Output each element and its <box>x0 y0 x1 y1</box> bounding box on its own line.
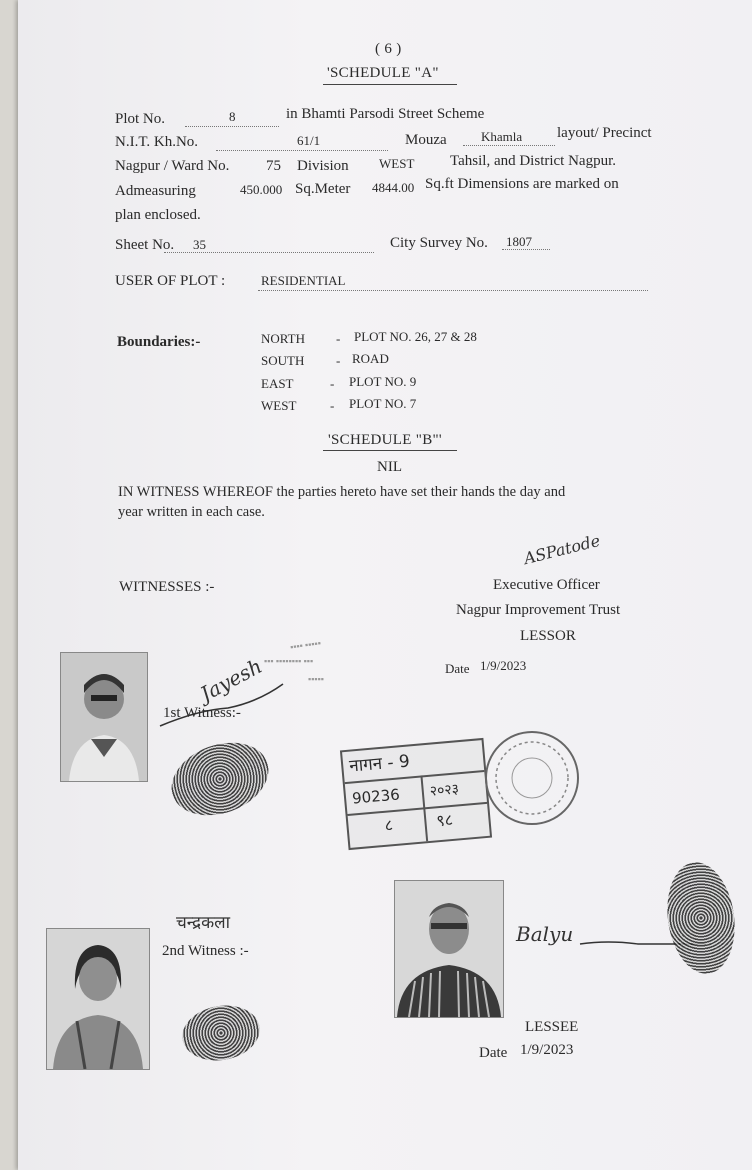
schedule-b-value: NIL <box>377 459 402 475</box>
scheme-text: in Bhamti Parsodi Street Scheme <box>286 106 485 122</box>
plot-no-value: 8 <box>229 109 236 124</box>
boundary-direction: SOUTH <box>261 353 305 368</box>
lessor-date-label: Date <box>445 661 470 676</box>
layout-label: layout/ Precinct <box>557 125 652 141</box>
schedule-b-title: 'SCHEDULE "B"' <box>328 432 442 448</box>
mouza-label: Mouza <box>405 132 447 148</box>
ward-label: Nagpur / Ward No. <box>115 158 230 174</box>
lessee-role: LESSEE <box>525 1019 579 1035</box>
boundary-direction: WEST <box>261 398 297 413</box>
division-label: Division <box>297 158 349 174</box>
lessee-date-label: Date <box>479 1045 508 1061</box>
area-sqm-value: 450.000 <box>240 182 283 197</box>
faint-stamp-mark: ▪▪▪ ▪▪▪▪▪▪▪▪ ▪▪▪ <box>264 656 314 666</box>
survey-label: City Survey No. <box>390 235 488 251</box>
boundary-direction: EAST <box>261 376 294 391</box>
ward-value: 75 <box>266 158 281 174</box>
survey-value: 1807 <box>506 234 532 249</box>
person-icon <box>61 653 147 781</box>
user-label: USER OF PLOT : <box>115 273 226 289</box>
schedule-a-underline <box>323 84 457 85</box>
round-seal-icon <box>482 722 582 834</box>
user-value: RESIDENTIAL <box>261 273 346 288</box>
lessor-role: LESSOR <box>520 628 576 644</box>
plot-no-label: Plot No. <box>115 111 166 127</box>
tahsil-text: Tahsil, and District Nagpur. <box>450 153 617 169</box>
sqm-label: Sq.Meter <box>295 181 351 197</box>
admeasuring-label: Admeasuring <box>115 183 196 199</box>
boundary-dash: - <box>330 376 335 391</box>
first-witness-thumbprint <box>161 730 278 828</box>
witness-paragraph-line1: IN WITNESS WHEREOF the parties hereto have set their hands the day and <box>118 484 566 500</box>
user-line <box>258 290 648 291</box>
witnesses-label: WITNESSES :- <box>119 579 215 595</box>
faint-stamp-mark: ▪▪▪▪ ▪▪▪▪▪ <box>289 637 322 653</box>
boundary-value: PLOT NO. 9 <box>349 374 417 389</box>
kh-value: 61/1 <box>297 133 321 148</box>
kh-label: N.I.T. Kh.No. <box>115 134 199 150</box>
lessor-signature: ASPatode <box>521 530 603 569</box>
plot-no-line <box>185 126 279 127</box>
registration-stamp <box>340 738 492 850</box>
kh-line <box>216 150 388 151</box>
lessee-photo <box>394 880 504 1018</box>
first-witness-label: 1st Witness:- <box>163 705 241 721</box>
witness-paragraph-line2: year written in each case. <box>118 504 265 520</box>
boundary-value: PLOT NO. 26, 27 & 28 <box>354 329 477 344</box>
first-witness-photo <box>60 652 148 782</box>
lessor-org: Nagpur Improvement Trust <box>456 602 621 618</box>
second-witness-label: 2nd Witness :- <box>162 943 249 959</box>
plan-text: plan enclosed. <box>115 207 201 223</box>
boundary-dash: - <box>336 353 341 368</box>
stamp-row2-left: 90236 <box>351 785 401 808</box>
lessee-signature: Balyu <box>516 922 574 946</box>
boundaries-label: Boundaries:- <box>117 334 201 350</box>
boundary-value: ROAD <box>352 351 389 366</box>
page-number: ( 6 ) <box>375 41 402 57</box>
stamp-row2-right: २०२३ <box>429 781 460 800</box>
stamp-row3-right: ९८ <box>435 809 454 831</box>
sheet-value: 35 <box>193 237 206 252</box>
boundary-direction: NORTH <box>261 331 305 346</box>
stamp-row3-left: ८ <box>383 815 394 835</box>
stamp-row1: नागन - 9 <box>348 751 411 777</box>
boundary-dash: - <box>336 331 341 346</box>
second-witness-signature: चन्द्रकला <box>176 913 231 933</box>
boundary-value: PLOT NO. 7 <box>349 396 417 411</box>
first-witness-signature: Jayesh <box>196 653 266 707</box>
lessee-date-value: 1/9/2023 <box>520 1042 574 1058</box>
sqft-text: Sq.ft Dimensions are marked on <box>425 176 619 192</box>
schedule-a-title: 'SCHEDULE "A" <box>327 65 439 81</box>
person-icon <box>47 929 149 1069</box>
person-icon <box>395 881 503 1017</box>
lessee-thumbprint <box>661 858 742 978</box>
lessor-date-value: 1/9/2023 <box>480 658 527 673</box>
mouza-value: Khamla <box>481 129 523 144</box>
boundary-dash: - <box>330 398 335 413</box>
second-witness-thumbprint <box>178 1000 264 1067</box>
faint-stamp-mark: ▪▪▪▪▪ <box>308 674 324 684</box>
second-witness-photo <box>46 928 150 1070</box>
area-sqft-value: 4844.00 <box>372 180 415 195</box>
sheet-label: Sheet No. <box>115 237 175 253</box>
document-page <box>18 0 752 1170</box>
lessor-title: Executive Officer <box>493 577 600 593</box>
division-value: WEST <box>379 156 415 171</box>
schedule-b-underline <box>323 450 457 451</box>
